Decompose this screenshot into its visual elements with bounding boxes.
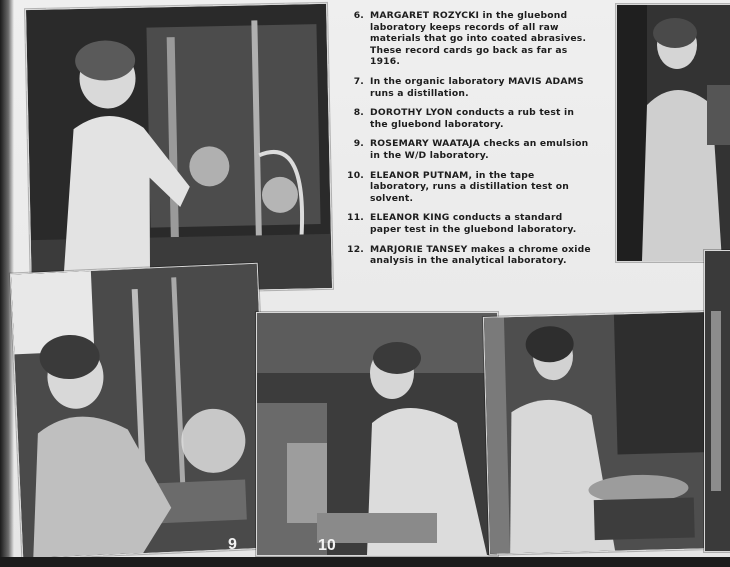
caption-list xyxy=(342,10,592,275)
photo-number-9: 9 xyxy=(228,536,237,553)
caption-item xyxy=(342,170,592,205)
photo-distillation-top-left xyxy=(25,3,333,295)
photo-number-10: 10 xyxy=(318,537,336,554)
caption-number: 12. xyxy=(347,243,364,255)
caption-number: 7. xyxy=(353,75,364,87)
photo-seated-flask-bottom-left-image xyxy=(11,264,269,558)
caption-item xyxy=(342,76,592,99)
caption-text: MARJORIE TANSEY makes a chrome oxide analysis in the analytical laboratory. xyxy=(370,243,591,267)
photo-standing-top-right-image xyxy=(617,5,730,261)
caption-number: 8. xyxy=(353,107,364,119)
photo-strip-right-edge xyxy=(704,250,730,552)
caption-number: 10. xyxy=(347,169,364,181)
photo-strip-right-edge-image xyxy=(705,251,730,551)
photo-leaning-bottom-middle xyxy=(256,312,498,556)
caption-number: 11. xyxy=(347,212,364,224)
caption-text: In the organic laboratory MAVIS ADAMS runs a distillation. xyxy=(370,75,584,99)
photo-machine-bottom-right-image xyxy=(484,312,710,554)
caption-text: MARGARET ROZYCKI in the gluebond laboratory keeps records of all raw materials that go into coated abrasives. These record cards go back as far as 1916. xyxy=(370,10,587,68)
caption-text: ELEANOR PUTNAM, in the tape laboratory, runs a distillation test on solvent. xyxy=(370,169,570,204)
caption-number: 6. xyxy=(353,10,364,21)
caption-text: DOROTHY LYON conducts a rub test in the gluebond laboratory. xyxy=(370,107,575,130)
photo-seated-flask-bottom-left xyxy=(10,263,270,560)
photo-standing-top-right xyxy=(616,4,730,262)
caption-text: ROSEMARY WAATAJA checks an emulsion in the W/D laboratory. xyxy=(370,138,589,161)
caption-item xyxy=(342,212,592,235)
photo-machine-bottom-right xyxy=(483,311,711,555)
caption-item xyxy=(342,244,592,267)
photo-leaning-bottom-middle-image xyxy=(257,313,497,555)
caption-item xyxy=(342,107,592,130)
caption-number: 9. xyxy=(353,138,364,150)
bottom-shadow-band xyxy=(0,557,730,567)
caption-item xyxy=(342,138,592,161)
caption-item xyxy=(342,10,592,68)
caption-text: ELEANOR KING conducts a standard paper test in the gluebond laboratory. xyxy=(370,212,577,235)
photo-distillation-top-left-image xyxy=(26,4,332,294)
